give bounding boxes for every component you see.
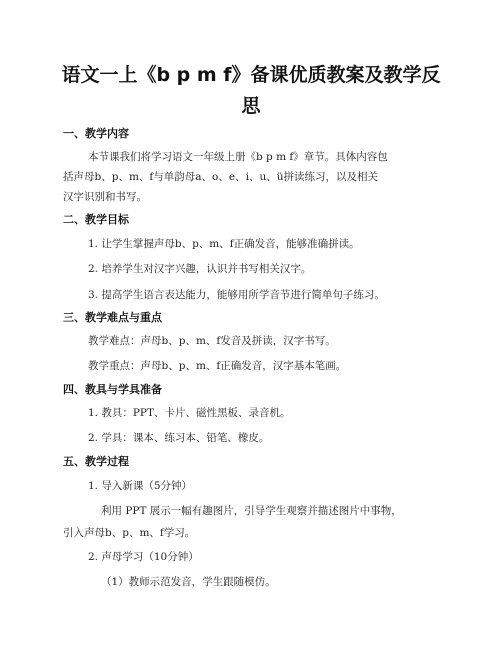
list-item: 1. 教具：PPT、卡片、磁性黑板、录音机。 <box>88 407 291 419</box>
paragraph-line: 本节课我们将学习语文一年级上册《b p m f》章节。具体内容包 <box>88 151 388 163</box>
list-item: 2. 培养学生对汉字兴趣，认识并书写相关汉字。 <box>88 263 312 275</box>
paragraph-line: 引入声母b、p、m、f学习。 <box>63 527 196 539</box>
list-item: （1）教师示范发音，学生跟随模仿。 <box>101 576 276 588</box>
list-item: 1. 导入新课（5分钟） <box>88 480 193 492</box>
list-item: 3. 提高学生语言表达能力，能够用所学音节进行简单句子练习。 <box>88 289 385 301</box>
paragraph-line: 教学难点：声母b、p、m、f发音及拼读，汉字书写。 <box>88 335 336 347</box>
paragraph-line: 教学重点：声母b、p、m、f正确发音，汉字基本笔画。 <box>88 360 347 372</box>
section-heading-difficulties-and-key-points: 三、教学难点与重点 <box>63 311 162 324</box>
paragraph-line: 括声母b、p、m、f与单韵母a、o、e、i、u、ü拼读练习，以及相关 <box>63 171 378 183</box>
section-heading-teaching-aids: 四、教具与学具准备 <box>63 383 162 396</box>
list-item: 1. 让学生掌握声母b、p、m、f正确发音，能够准确拼读。 <box>88 238 360 250</box>
section-heading-teaching-process: 五、教学过程 <box>63 455 129 468</box>
list-item: 2. 学具：课本、练习本、铅笔、橡皮。 <box>88 432 270 444</box>
section-heading-teaching-goals: 二、教学目标 <box>63 213 129 226</box>
section-heading-teaching-content: 一、教学内容 <box>63 127 129 140</box>
list-item: 2. 声母学习（10分钟） <box>88 551 199 563</box>
paragraph-line: 汉字识别和书写。 <box>63 191 147 203</box>
document-title-line-2: 思 <box>241 95 261 117</box>
document-title-line-1: 语文一上《b p m f》备课优质教案及教学反 <box>61 64 441 86</box>
paragraph-line: 利用 PPT 展示一幅有趣图片，引导学生观察并描述图片中事物， <box>101 505 402 517</box>
